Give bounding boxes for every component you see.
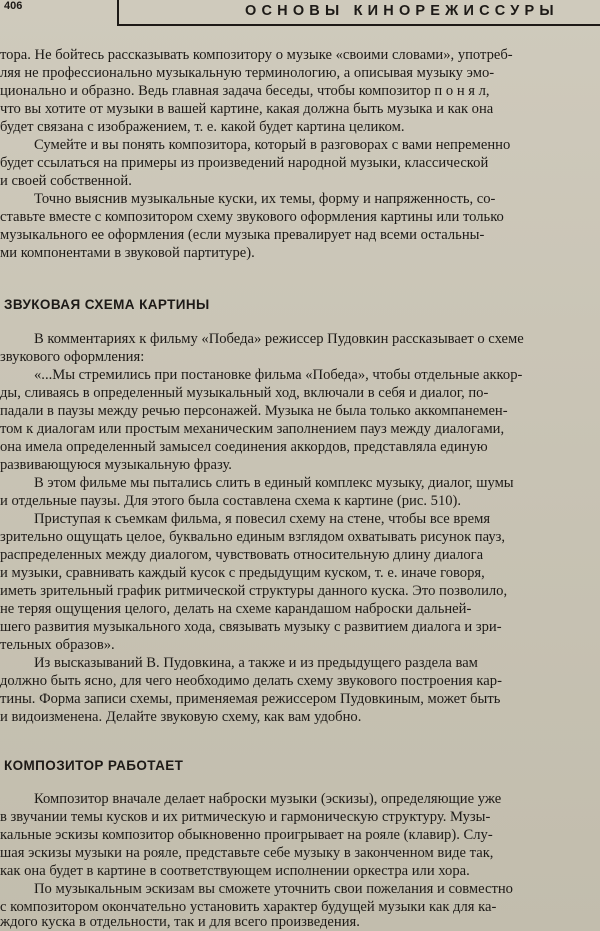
header-rule bbox=[117, 24, 600, 26]
header-divider bbox=[117, 0, 119, 24]
text-line: кальные эскизы композитор обыкновенно проигрывает на рояле (клавир). Слу- bbox=[0, 827, 493, 843]
text-line: ды, сливаясь в определенный музыкальный ход, включали в себя и диалог, по- bbox=[0, 385, 489, 401]
text-line: развивающуюся музыкальную фразу. bbox=[0, 457, 232, 473]
text-line: она имела определенный замысел соединения аккордов, представляла единую bbox=[0, 439, 488, 455]
text-line: и отдельные паузы. Для этого была составлена схема к картине (рис. 510). bbox=[0, 493, 462, 509]
text-line: Композитор вначале делает наброски музыки (эскизы), определяющие уже bbox=[34, 791, 502, 807]
text-line: Приступая к съемкам фильма, я повесил схему на стене, чтобы все время bbox=[34, 511, 491, 527]
text-line: ставьте вместе с композитором схему звукового оформления картины или только bbox=[0, 209, 504, 225]
text-line: В комментариях к фильму «Победа» режиссер Пудовкин рассказывает о схеме bbox=[34, 331, 524, 347]
section-heading: КОМПОЗИТОР РАБОТАЕТ bbox=[4, 758, 184, 773]
text-line: шего развития музыкального хода, связывать музыку с развитием диалога и зри- bbox=[0, 619, 502, 635]
text-line: иметь зрительный график ритмической структуры данного куска. Это позволило, bbox=[0, 583, 508, 599]
text-line: что вы хотите от музыки в вашей картине, какая должна быть музыка и как она bbox=[0, 101, 494, 117]
text-line: музыкального ее оформления (если музыка превалирует над всеми остальны- bbox=[0, 227, 485, 243]
text-line: распределенных между диалогом, чувствовать относительную длину диалога bbox=[0, 547, 484, 563]
text-line: ляя не профессионально музыкальную терминологию, а описывая музыку эмо- bbox=[0, 65, 495, 81]
text-line: падали в паузы между речью персонажей. Музыка не была только аккомпанемен- bbox=[0, 403, 508, 419]
text-line: В этом фильме мы пытались слить в единый комплекс музыку, диалог, шумы bbox=[34, 475, 514, 491]
text-line: зрительно ощущать целое, буквально единым взглядом охватывать рисунок пауз, bbox=[0, 529, 506, 545]
page-number: 406 bbox=[4, 0, 23, 12]
text-line: звукового оформления: bbox=[0, 349, 145, 365]
text-line: Сумейте и вы понять композитора, который в разговорах с вами непременно bbox=[34, 137, 511, 153]
text-line: «...Мы стремились при постановке фильма «Победа», чтобы отдельные аккор- bbox=[34, 367, 523, 383]
text-line: должно быть ясно, для чего необходимо делать схему звукового построения кар- bbox=[0, 673, 502, 689]
text-line: в звучании темы кусков и их ритмическую и гармоническую структуру. Музы- bbox=[0, 809, 491, 825]
text-line: не теряя ощущения целого, делать на схеме карандашом наброски дальней- bbox=[0, 601, 472, 617]
text-line: шая эскизы музыки на рояле, представьте себе музыку в законченном виде так, bbox=[0, 845, 494, 861]
text-line: как она будет в картине в соответствующем исполнении оркестра или хора. bbox=[0, 863, 470, 879]
text-line: тельных образов». bbox=[0, 637, 115, 653]
running-title: ОСНОВЫ КИНОРЕЖИССУРЫ bbox=[245, 3, 559, 19]
text-line: и музыки, сравнивать каждый кусок с предыдущим куском, т. е. иначе говоря, bbox=[0, 565, 485, 581]
text-line: том к диалогам или простым механическим заполнением пауз между диалогами, bbox=[0, 421, 505, 437]
text-line: По музыкальным эскизам вы сможете уточнить свои пожелания и совместно bbox=[34, 881, 513, 897]
text-line: будет связана с изображением, т. е. какой будет картина целиком. bbox=[0, 119, 405, 135]
text-line: и своей собственной. bbox=[0, 173, 132, 189]
section-heading: ЗВУКОВАЯ СХЕМА КАРТИНЫ bbox=[4, 297, 210, 312]
text-line: тины. Форма записи схемы, применяемая режиссером Пудовкиным, может быть bbox=[0, 691, 501, 707]
text-line: тора. Не бойтесь рассказывать композитору о музыке «своими словами», употреб- bbox=[0, 47, 513, 63]
text-line: будет ссылаться на примеры из произведений народной музыки, классической bbox=[0, 155, 489, 171]
text-line: ми компонентами в звуковой партитуре). bbox=[0, 245, 255, 261]
text-line: с композитором окончательно установить характер будущей музыки как для ка- bbox=[0, 899, 497, 915]
text-line: ждого куска в отдельности, так и для всего произведения. bbox=[0, 914, 360, 930]
text-line: и видоизменена. Делайте звуковую схему, как вам удобно. bbox=[0, 709, 362, 725]
text-line: Точно выяснив музыкальные куски, их темы, форму и напряженность, со- bbox=[34, 191, 496, 207]
text-line: ционально и образно. Ведь главная задача беседы, чтобы композитор п о н я л, bbox=[0, 83, 490, 99]
page-header bbox=[0, 0, 600, 24]
text-line: Из высказываний В. Пудовкина, а также и из предыдущего раздела вам bbox=[34, 655, 478, 671]
